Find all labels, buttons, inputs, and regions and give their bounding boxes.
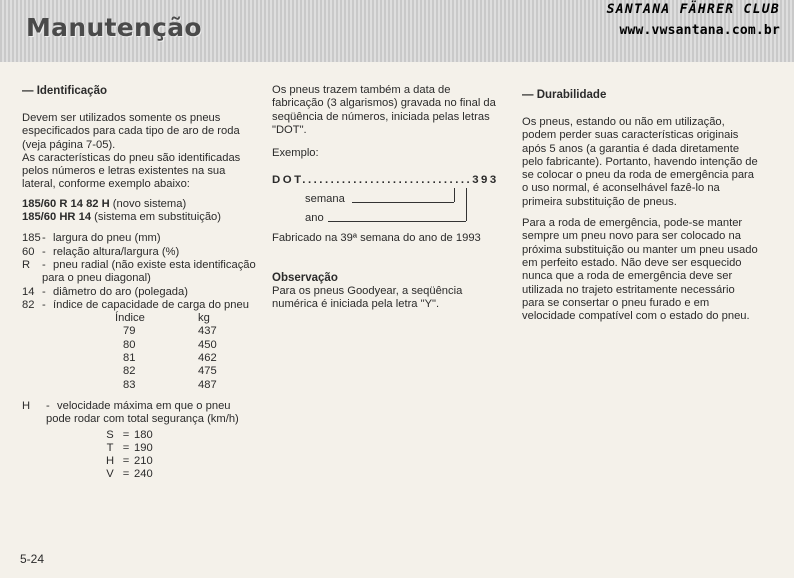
definition-text: largura do pneu (mm) — [53, 232, 161, 245]
definition-text: pneu radial (não existe esta identificação para o pneu diagonal) — [42, 258, 256, 285]
page-number: 5-24 — [20, 552, 45, 566]
table-cell: 437 — [198, 325, 217, 338]
tire-size-old-code: 185/60 HR 14 — [22, 211, 92, 224]
definition-item: 60 - relação altura/largura (%) — [22, 245, 180, 258]
column-header-kg: kg — [198, 312, 210, 325]
definitions-list — [22, 232, 256, 312]
definition-key: H — [22, 399, 31, 412]
table-cell: 487 — [198, 378, 217, 391]
durability-paragraph-1: Os pneus, estando ou não em utilização, podem perder suas características originais após 5 anos (a garantia é dada diretamente pelo fabricante). Portanto, havendo intenção de se colocar o pneu da roda de emergência para o uso normal, é aconselhável fazê-lo na primeira substituição de pneus. — [522, 116, 758, 208]
observation-text: Para os pneus Goodyear, a seqüência numérica é iniciada pela letra "Y". — [272, 285, 463, 311]
label-ano: ano — [305, 211, 324, 224]
club-url: www.vwsantana.com.br — [619, 23, 780, 38]
speed-definition: H - velocidade máxima em que o pneu pode rodar com total segurança (km/h) — [22, 399, 239, 426]
table-header-row — [115, 312, 255, 325]
table-row — [115, 352, 255, 365]
table-cell: 83 — [123, 378, 136, 391]
definition-item: 14 - diâmetro do aro (polegada) — [22, 285, 188, 298]
fabrication-note: Fabricado na 39ª semana do ano de 1993 — [272, 231, 481, 244]
bleed-through-texture — [517, 345, 773, 523]
semana-leader-vertical — [454, 188, 455, 202]
table-row — [115, 365, 255, 378]
table-cell: 80 — [123, 338, 136, 351]
column-header-indice: Índice — [115, 312, 145, 325]
definition-item: 185 - largura do pneu (mm) — [22, 232, 161, 245]
page-title: Manutenção — [26, 13, 202, 42]
table-cell: 450 — [198, 338, 217, 351]
definition-key: 14 — [22, 285, 35, 298]
section-heading-identificacao: — Identificação — [22, 85, 107, 97]
speed-item: H = 210 — [105, 455, 153, 468]
load-index-table — [115, 312, 255, 392]
speed-item: T = 190 — [106, 441, 153, 454]
label-semana: semana — [305, 192, 345, 205]
definition-item: R - pneu radial (não existe esta identificação para o pneu diagonal) — [22, 258, 256, 285]
intro-paragraph: Devem ser utilizados somente os pneus especificados para cada tipo de aro de roda (veja página 7-05). — [22, 112, 240, 151]
intro-paragraph-2: As características do pneu são identificadas pelos números e letras existentes na sua lateral, conforme exemplo abaixo: — [22, 151, 241, 191]
tire-size-new-code: 185/60 R 14 82 H — [22, 197, 110, 210]
table-cell: 81 — [123, 352, 136, 365]
durability-paragraph-2: Para a roda de emergência, pode-se manter sempre um pneu novo para ser colocado na próxima substituição ou manter um pneu usado em perfeito estado. Não deve ser esquecido nunca que a roda de emergência deve ser utilizada no trajeto estritamente necessário para se consertar o pneu furado e em velocidade compatível com o estado do pneu. — [522, 217, 758, 323]
column-durabilidade — [522, 88, 758, 323]
semana-leader-line — [352, 202, 454, 203]
speed-item: S = 180 — [106, 428, 153, 441]
definition-key: 60 — [22, 245, 35, 258]
tire-size-old — [22, 211, 256, 224]
club-watermark — [607, 2, 780, 38]
table-row — [115, 339, 255, 352]
dot-paragraph: Os pneus trazem também a data de fabricação (3 algarismos) gravada no final da seqüência de números, iniciada pelas letras "DOT". — [272, 84, 496, 136]
table-cell: 79 — [123, 325, 136, 338]
tire-size-new — [22, 198, 256, 211]
speed-list — [102, 429, 182, 482]
ano-leader-vertical — [466, 188, 467, 221]
column-identificacao — [22, 84, 256, 482]
tire-size-new-note: (novo sistema) — [109, 197, 187, 210]
column-dot — [272, 84, 504, 312]
definition-text: índice de capacidade de carga do pneu — [53, 298, 249, 311]
dot-diagram — [272, 188, 504, 228]
definition-key: R — [22, 258, 31, 271]
club-name: SANTANA FÄHRER CLUB — [606, 2, 780, 17]
definition-key: 185 — [22, 232, 41, 245]
section-heading-durabilidade: — Durabilidade — [522, 89, 607, 101]
table-row — [115, 325, 255, 338]
table-cell: 462 — [198, 352, 217, 365]
definition-text: relação altura/largura (%) — [53, 245, 180, 258]
section-heading-observacao: Observação — [272, 272, 338, 285]
table-cell: 475 — [198, 365, 217, 378]
ano-leader-line — [328, 221, 466, 222]
definition-text: velocidade máxima em que o pneu pode rodar com total segurança (km/h) — [46, 399, 239, 426]
speed-item: V = 240 — [106, 468, 153, 481]
table-row — [115, 379, 255, 392]
definition-item: 82 - índice de capacidade de carga do pneu — [22, 298, 249, 311]
tire-size-old-note: (sistema em substituição) — [91, 211, 221, 224]
definition-text: diâmetro do aro (polegada) — [53, 285, 188, 298]
example-label: Exemplo: — [272, 147, 319, 160]
table-cell: 82 — [123, 365, 136, 378]
dot-code-example: DOT..............................393 — [272, 174, 499, 187]
definition-key: 82 — [22, 298, 35, 311]
